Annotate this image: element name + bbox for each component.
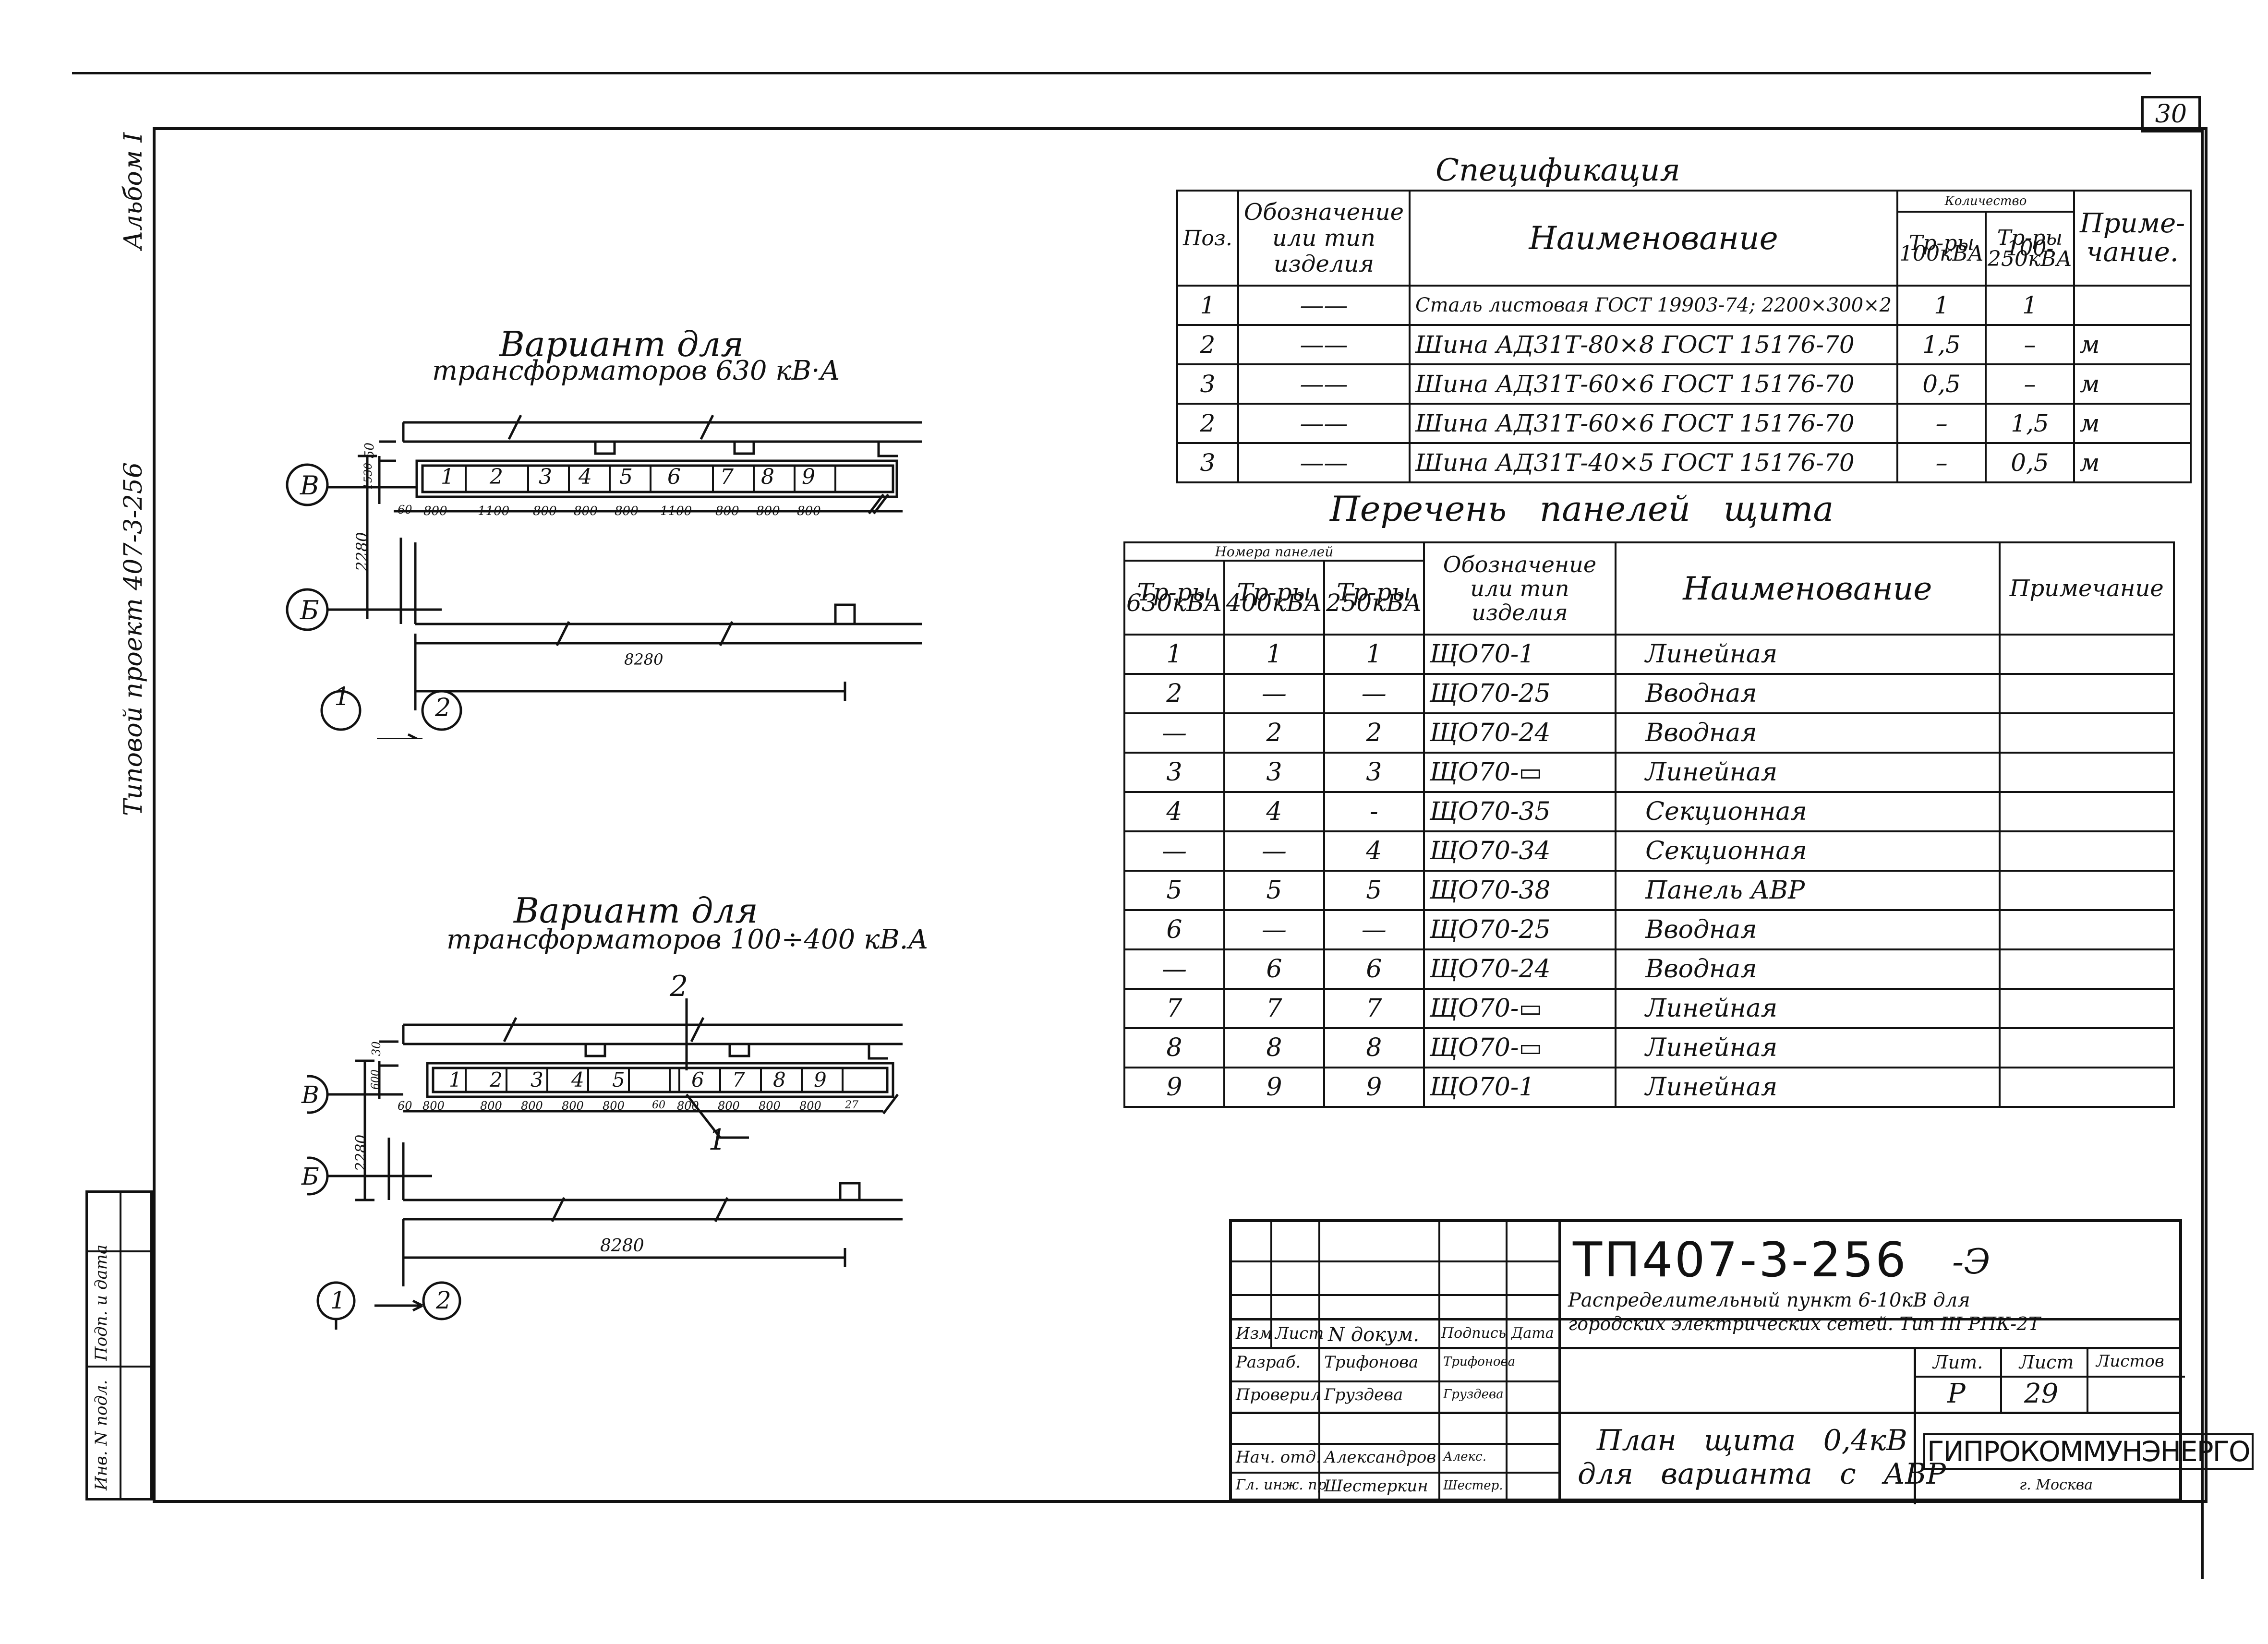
variant2-dim-vertical: 2280 — [353, 1134, 370, 1171]
spec-qty-b: 0,5 — [1986, 443, 2074, 482]
tb-name-4: Шестеркин — [1324, 1476, 1428, 1496]
panel-name: Вводная — [1616, 674, 1999, 713]
variant1-panel-number-4: 4 — [579, 465, 592, 489]
tb-role-4: Гл. инж. пр — [1236, 1476, 1327, 1493]
tb-subtitle-2: городских электрических сетей. Тип III РПК-2Т — [1568, 1313, 2040, 1334]
variant2-width-8: 800 — [759, 1099, 781, 1113]
panel-num-a: 9 — [1124, 1068, 1224, 1107]
panel-name: Линейная — [1616, 989, 1999, 1028]
panel-num-b: 9 — [1224, 1068, 1324, 1107]
panel-name: Линейная — [1616, 1068, 1999, 1107]
panel-designation: ЩО70-24 — [1424, 713, 1616, 753]
panel-num-a: 2 — [1124, 674, 1224, 713]
variant2-axis-1: 1 — [330, 1286, 346, 1314]
panel-row — [1124, 1068, 2174, 1107]
variant2-panel-number-8: 8 — [773, 1068, 786, 1092]
panel-num-c: 2 — [1324, 713, 1424, 753]
variant2-panel-number-3: 3 — [531, 1068, 543, 1092]
tb-lit-label: Лит. — [1933, 1352, 1983, 1373]
tb-city: г. Москва — [2019, 1476, 2093, 1493]
variant1-width-2: 1100 — [478, 504, 510, 518]
variant2-dim-total: 8280 — [600, 1236, 644, 1256]
variant2-dim-right: 27 — [845, 1099, 858, 1111]
spec-header-pos: Поз. — [1177, 191, 1238, 286]
variant2-leader-top: 2 — [670, 970, 688, 1003]
tb-org: ГИПРОКОММУНЭНЕРГО — [1923, 1433, 2254, 1470]
tb-drawing-title-2: для варианта с АВР — [1578, 1457, 1946, 1491]
variant1-width-9: 800 — [797, 504, 821, 518]
spec-qty-a: – — [1897, 443, 1986, 482]
panel-num-a: — — [1124, 831, 1224, 871]
panel-name: Линейная — [1616, 753, 1999, 792]
panel-row — [1124, 635, 2174, 674]
panel-designation: ЩО70-▭ — [1424, 753, 1616, 792]
panel-num-c: — — [1324, 910, 1424, 949]
variant1-width-3: 800 — [533, 504, 557, 518]
panels-table — [1123, 541, 2175, 1108]
tb-sheets-label: Листов — [2096, 1352, 2164, 1371]
panel-num-c: 4 — [1324, 831, 1424, 871]
variant1-caption-2: трансформаторов 630 кВ·А — [432, 355, 841, 386]
panel-num-a: 8 — [1124, 1028, 1224, 1068]
variant2-width-4: 800 — [562, 1099, 584, 1113]
variant1-caption-1: Вариант для — [499, 324, 744, 364]
variant2-panel-number-2: 2 — [490, 1068, 503, 1092]
panel-name: Линейная — [1616, 1028, 1999, 1068]
spec-name: Шина АД31Т-40×5 ГОСТ 15176-70 — [1410, 443, 1897, 482]
spec-des: —— — [1238, 364, 1410, 404]
tb-col-sign: Подпись — [1441, 1325, 1507, 1342]
spec-name: Сталь листовая ГОСТ 19903-74; 2200×300×2 — [1410, 286, 1897, 325]
spec-pos: 3 — [1177, 443, 1238, 482]
panel-note — [2000, 1068, 2174, 1107]
variant1-axis-2: 2 — [435, 694, 451, 722]
panel-num-a: 6 — [1124, 910, 1224, 949]
tb-role-1: Разраб. — [1236, 1353, 1301, 1372]
spec-table — [1176, 190, 2192, 483]
panel-num-a: 5 — [1124, 871, 1224, 910]
variant1-axis-b: Б — [300, 595, 319, 625]
sheet-number: 30 — [2141, 96, 2201, 132]
tb-name-1: Трифонова — [1324, 1353, 1419, 1372]
panel-num-c: 3 — [1324, 753, 1424, 792]
spec-des: —— — [1238, 443, 1410, 482]
variant1-panel-number-8: 8 — [761, 465, 774, 489]
panel-designation: ЩО70-1 — [1424, 1068, 1616, 1107]
spec-header-designation: Обозначение или тип изделия — [1238, 191, 1410, 286]
variant1-panel-number-1: 1 — [441, 465, 454, 489]
tb-sheet-value: 29 — [2024, 1378, 2059, 1409]
variant2-panel-number-6: 6 — [691, 1068, 704, 1092]
panel-num-c: 6 — [1324, 949, 1424, 989]
spec-note — [2074, 286, 2191, 325]
panels-header-note: Примечание — [2000, 542, 2174, 635]
panel-num-c: 1 — [1324, 635, 1424, 674]
panel-num-a: 4 — [1124, 792, 1224, 831]
tb-suffix: -Э — [1952, 1241, 1991, 1282]
panel-row — [1124, 753, 2174, 792]
variant1-width-8: 800 — [756, 504, 780, 518]
panels-header-designation: Обозначение или тип изделия — [1424, 542, 1616, 635]
spec-qty-b: – — [1986, 364, 2074, 404]
panel-num-a: — — [1124, 713, 1224, 753]
spec-qty-a: 1,5 — [1897, 325, 1986, 364]
panels-header-name: Наименование — [1616, 542, 1999, 635]
tb-col-list: Лист — [1275, 1324, 1324, 1343]
variant1-panel-number-2: 2 — [490, 465, 503, 489]
variant1-panel-number-6: 6 — [667, 465, 681, 489]
panel-name: Вводная — [1616, 910, 1999, 949]
panel-designation: ЩО70-▭ — [1424, 989, 1616, 1028]
variant1-width-5: 800 — [615, 504, 639, 518]
panel-row — [1124, 831, 2174, 871]
panel-num-a: 7 — [1124, 989, 1224, 1028]
variant2-width-5: 800 — [603, 1099, 625, 1113]
panel-designation: ЩО70-35 — [1424, 792, 1616, 831]
tb-name-3: Александров — [1324, 1448, 1436, 1467]
spec-note: м — [2074, 404, 2191, 443]
tb-col-doc: N докум. — [1328, 1324, 1420, 1346]
variant2-width-7: 800 — [718, 1099, 740, 1113]
tb-col-date: Дата — [1511, 1325, 1554, 1342]
variant2-dim-height-1: 30 — [370, 1041, 383, 1056]
side-label-album: Альбом I — [119, 132, 148, 250]
panels-header-numbers: Номера панелей — [1124, 542, 1424, 561]
panels-header-n3: Тр-ры 250кВА — [1324, 561, 1424, 635]
panel-num-b: 1 — [1224, 635, 1324, 674]
side-stamp-inv: Инв. N подл. — [92, 1380, 111, 1490]
panel-num-b: — — [1224, 674, 1324, 713]
spec-row — [1177, 404, 2191, 443]
spec-des: —— — [1238, 325, 1410, 364]
panel-row — [1124, 910, 2174, 949]
panel-num-c: 5 — [1324, 871, 1424, 910]
panel-row — [1124, 949, 2174, 989]
panel-name: Вводная — [1616, 949, 1999, 989]
panel-num-b: 7 — [1224, 989, 1324, 1028]
variant2-caption-1: Вариант для — [514, 890, 758, 931]
variant2-width-3: 800 — [521, 1099, 543, 1113]
spec-note: м — [2074, 325, 2191, 364]
panel-row — [1124, 871, 2174, 910]
variant2-panel-number-9: 9 — [814, 1068, 827, 1092]
tb-sign-4: Шестер. — [1443, 1478, 1503, 1493]
variant2-panel-number-7: 7 — [732, 1068, 745, 1092]
panel-note — [2000, 635, 2174, 674]
variant1-dim-left: 60 — [398, 503, 412, 516]
variant1-dim-height-1: 50 — [362, 442, 377, 458]
variant2-panel-number-5: 5 — [612, 1068, 625, 1092]
tb-sign-2: Груздева — [1443, 1387, 1504, 1402]
spec-header-qty-b: Тр-ры 100-250кВА — [1986, 212, 2074, 286]
panel-note — [2000, 713, 2174, 753]
variant1-panel-number-7: 7 — [720, 465, 734, 489]
panel-num-c: - — [1324, 792, 1424, 831]
panel-num-b: 5 — [1224, 871, 1324, 910]
side-stamp-sign: Подп. и дата — [92, 1244, 111, 1361]
top-border-line — [72, 72, 2151, 74]
tb-sign-1: Трифонова — [1443, 1355, 1516, 1369]
tb-role-2: Проверил — [1236, 1385, 1321, 1404]
variant2-caption-2: трансформаторов 100÷400 кВ.А — [446, 924, 929, 955]
spec-note: м — [2074, 443, 2191, 482]
spec-pos: 2 — [1177, 404, 1238, 443]
panel-num-c: — — [1324, 674, 1424, 713]
panel-designation: ЩО70-34 — [1424, 831, 1616, 871]
spec-row — [1177, 443, 2191, 482]
variant1-dim-total: 8280 — [624, 650, 664, 669]
panel-designation: ЩО70-1 — [1424, 635, 1616, 674]
panel-num-a: 3 — [1124, 753, 1224, 792]
panel-note — [2000, 949, 2174, 989]
variant1-panel-number-5: 5 — [619, 465, 633, 489]
tb-subtitle-1: Распределительный пункт 6-10кВ для — [1568, 1289, 1970, 1311]
spec-header-qty-a: Тр-ры 100кВА — [1897, 212, 1986, 286]
spec-qty-b: – — [1986, 325, 2074, 364]
panel-name: Секционная — [1616, 831, 1999, 871]
spec-title: Спецификация — [1436, 153, 1680, 188]
panel-num-a: — — [1124, 949, 1224, 989]
variant2-axis-b: Б — [302, 1163, 319, 1190]
panel-note — [2000, 910, 2174, 949]
variant1-width-7: 800 — [715, 504, 739, 518]
panel-note — [2000, 871, 2174, 910]
panel-row — [1124, 1028, 2174, 1068]
panel-num-b: — — [1224, 910, 1324, 949]
variant2-dim-height-2: 600 — [370, 1069, 382, 1090]
panel-num-b: — — [1224, 831, 1324, 871]
variant2-dim-mid: 60 — [652, 1099, 665, 1111]
variant1-dim-height-2: 1530 — [362, 463, 374, 490]
tb-drawing-title-1: План щита 0,4кВ — [1597, 1424, 1907, 1457]
panel-num-b: 2 — [1224, 713, 1324, 753]
variant1-plan — [278, 394, 960, 739]
panels-header-n2: Тр-ры 400кВА — [1224, 561, 1324, 635]
panels-header-n1: Тр-ры 630кВА — [1124, 561, 1224, 635]
panel-num-c: 9 — [1324, 1068, 1424, 1107]
panel-note — [2000, 1028, 2174, 1068]
panel-designation: ЩО70-25 — [1424, 910, 1616, 949]
panel-note — [2000, 792, 2174, 831]
panel-note — [2000, 753, 2174, 792]
panel-row — [1124, 713, 2174, 753]
variant2-width-2: 800 — [480, 1099, 502, 1113]
panel-note — [2000, 831, 2174, 871]
variant1-dim-vertical: 2280 — [353, 532, 371, 571]
spec-header-note: Приме-чание. — [2074, 191, 2191, 286]
spec-name: Шина АД31Т-80×8 ГОСТ 15176-70 — [1410, 325, 1897, 364]
side-label-project: Типовой проект 407-3-256 — [119, 462, 148, 816]
variant1-axis-v: В — [300, 470, 319, 501]
panel-name: Линейная — [1616, 635, 1999, 674]
spec-pos: 3 — [1177, 364, 1238, 404]
variant2-panel-number-1: 1 — [449, 1068, 462, 1092]
spec-qty-b: 1 — [1986, 286, 2074, 325]
variant1-axis-1: 1 — [334, 683, 350, 711]
spec-qty-a: – — [1897, 404, 1986, 443]
variant2-axis-2: 2 — [436, 1286, 451, 1314]
panel-num-a: 1 — [1124, 635, 1224, 674]
variant2-dim-left: 60 — [398, 1099, 412, 1113]
panel-num-c: 8 — [1324, 1028, 1424, 1068]
panels-title: Перечень панелей щита — [1330, 489, 1834, 529]
panel-note — [2000, 989, 2174, 1028]
spec-qty-a: 1 — [1897, 286, 1986, 325]
spec-qty-b: 1,5 — [1986, 404, 2074, 443]
variant2-axis-v: В — [302, 1081, 319, 1109]
spec-note: м — [2074, 364, 2191, 404]
spec-pos: 2 — [1177, 325, 1238, 364]
spec-des: —— — [1238, 286, 1410, 325]
variant2-width-9: 800 — [799, 1099, 821, 1113]
variant2-panel-number-4: 4 — [571, 1068, 584, 1092]
right-margin-line — [2201, 130, 2204, 1579]
tb-sheet-label: Лист — [2019, 1352, 2074, 1373]
spec-row — [1177, 286, 2191, 325]
spec-pos: 1 — [1177, 286, 1238, 325]
spec-qty-a: 0,5 — [1897, 364, 1986, 404]
spec-name: Шина АД31Т-60×6 ГОСТ 15176-70 — [1410, 404, 1897, 443]
variant2-width-1: 800 — [422, 1099, 445, 1113]
variant2-plan — [307, 998, 941, 1344]
spec-row — [1177, 364, 2191, 404]
tb-lit-value: Р — [1947, 1378, 1966, 1409]
panel-row — [1124, 792, 2174, 831]
tb-col-izm: Изм — [1236, 1324, 1273, 1343]
panel-name: Панель АВР — [1616, 871, 1999, 910]
panel-designation: ЩО70-24 — [1424, 949, 1616, 989]
panel-num-b: 4 — [1224, 792, 1324, 831]
spec-des: —— — [1238, 404, 1410, 443]
tb-role-3: Нач. отд. — [1236, 1448, 1321, 1467]
panel-num-b: 6 — [1224, 949, 1324, 989]
tb-name-2: Груздева — [1324, 1385, 1403, 1404]
variant1-panel-number-9: 9 — [802, 465, 815, 489]
panel-name: Вводная — [1616, 713, 1999, 753]
tb-code: ТП407-3-256 — [1573, 1232, 1908, 1288]
variant1-width-4: 800 — [574, 504, 598, 518]
panel-row — [1124, 674, 2174, 713]
side-stamp-box — [85, 1190, 153, 1500]
panel-num-b: 8 — [1224, 1028, 1324, 1068]
panel-designation: ЩО70-38 — [1424, 871, 1616, 910]
panel-note — [2000, 674, 2174, 713]
spec-header-name: Наименование — [1410, 191, 1897, 286]
variant1-width-1: 800 — [423, 504, 447, 518]
spec-name: Шина АД31Т-60×6 ГОСТ 15176-70 — [1410, 364, 1897, 404]
variant2-leader-bottom: 1 — [708, 1123, 727, 1157]
title-block — [1229, 1219, 2250, 1501]
variant1-width-6: 1100 — [660, 504, 692, 518]
panel-designation: ЩО70-25 — [1424, 674, 1616, 713]
panel-name: Секционная — [1616, 792, 1999, 831]
variant2-width-6: 800 — [677, 1099, 699, 1113]
tb-sign-3: Алекс. — [1443, 1450, 1486, 1464]
panel-num-c: 7 — [1324, 989, 1424, 1028]
panel-row — [1124, 989, 2174, 1028]
panel-designation: ЩО70-▭ — [1424, 1028, 1616, 1068]
spec-header-qty: Количество — [1897, 191, 2074, 212]
spec-row — [1177, 325, 2191, 364]
variant1-panel-number-3: 3 — [539, 465, 552, 489]
panel-num-b: 3 — [1224, 753, 1324, 792]
